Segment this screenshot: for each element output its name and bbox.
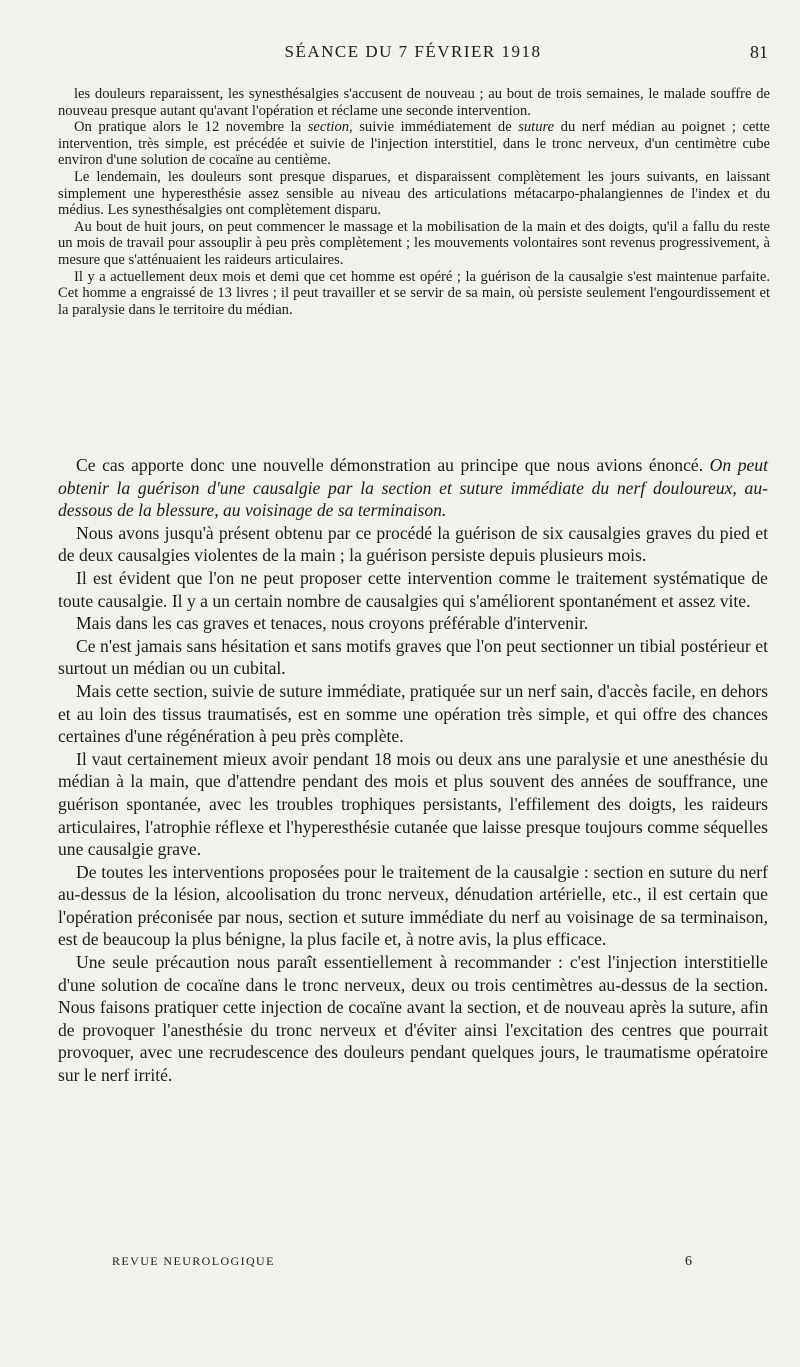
paragraph: On pratique alors le 12 novembre la section, suivie immédiatement de suture du nerf médian au poignet ; cette intervention, très simple, est précédée et suivie de l'injection interstitiel, dans le tronc nerveux, d'un centimètre cube environ d'une solution de cocaïne au centième.: [58, 119, 771, 169]
paragraph: Il vaut certainement mieux avoir pendant 18 mois ou deux ans une paralysie et une anesthésie du médian à la main, que d'attendre pendant des mois et plus souvent des années de souffrance, une guérison spontanée, avec les troubles trophiques persistants, l'effilement des doigts, les raideurs articulaires, l'atrophie réflexe et l'hyperesthésie cutanée que laisse presque toujours comme séquelles une causalgie grave.: [58, 748, 768, 860]
paragraph: Une seule précaution nous paraît essentiellement à recommander : c'est l'injection interstitielle d'une solution de cocaïne dans le tronc nerveux, deux ou trois centimètres au-dessus de la section. Nous faisons pratiquer cette injection de cocaïne avant la section, et de nouveau après la suture, afin de provoquer l'anesthésie du tronc nerveux et d'éviter ainsi l'excitation des centres que pourrait provoquer, avec une recrudescence des douleurs pendant quelques jours, le traumatisme opératoire sur le nerf irrité.: [58, 952, 768, 1086]
paragraph: Au bout de huit jours, on peut commencer le massage et la mobilisation de la main et des doigts, qu'il a fallu du reste un mois de travail pour assouplir à peu près complètement ; les mouvements volontaires sont revenus progressivement, à mesure que s'atténuaient les raideurs articulaires.: [58, 218, 770, 268]
discussion-section: [58, 454, 768, 1087]
emphasis: section: [307, 119, 350, 136]
paragraph: Nous avons jusqu'à présent obtenu par ce procédé la guérison de six causalgies graves du pied et de deux causalgies violentes de la main ; la guérison persiste depuis plusieurs mois.: [58, 522, 768, 566]
paragraph: Mais cette section, suivie de suture immédiate, pratiquée sur un nerf sain, d'accès facile, en dehors et au loin des tissus traumatisés, est en somme une opération très simple, et qui offre des chances certaines d'une régénération à peu près complète.: [58, 680, 768, 747]
paragraph: Le lendemain, les douleurs sont presque disparues, et disparaissent complètement les jours suivants, en laissant simplement une hyperesthésie assez sensible au niveau des articulations métacarpo-phalangiennes de l'index et du médius. Les synesthésalgies ont complètement disparu.: [58, 168, 770, 219]
paragraph: De toutes les interventions proposées pour le traitement de la causalgie : section en suture du nerf au-dessus de la lésion, alcoolisation du tronc nerveux, dénudation artérielle, etc., il est certain que l'opération préconisée par nous, section et suture immédiate du nerf au voisinage de sa terminaison, est de beaucoup la plus bénigne, la plus facile et, à notre avis, la plus efficace.: [58, 861, 768, 950]
paragraph: Il y a actuellement deux mois et demi que cet homme est opéré ; la guérison de la causalgie s'est maintenue parfaite. Cet homme a engraissé de 13 livres ; il peut travailler et se servir de sa main, où persiste seulement l'engourdissement et la paralysie dans le territoire du médian.: [58, 268, 770, 318]
paragraph: Mais dans les cas graves et tenaces, nous croyons préférable d'intervenir.: [76, 613, 589, 634]
page-number: 81: [750, 42, 768, 62]
paragraph: les douleurs reparaissent, les synesthésalgies s'accusent de nouveau ; au bout de trois semaines, le malade souffre de nouveau presque autant qu'avant l'opération et réclame une seconde intervention.: [58, 86, 770, 119]
running-title: SÉANCE DU 7 FÉVRIER 1918: [284, 42, 542, 61]
page-footer: [112, 1254, 692, 1274]
paragraph: Ce n'est jamais sans hésitation et sans motifs graves que l'on peut sectionner un tibial postérieur et surtout un médian ou un cubital.: [58, 635, 768, 679]
emphasis: suture: [518, 119, 555, 136]
signature-mark: 6: [685, 1254, 692, 1269]
italic-thesis: On peut obtenir la guérison d'une causalgie par la section et suture immédiate du nerf douloureux, au-dessous de la blessure, au voisinage de sa terminaison.: [58, 455, 768, 521]
paragraph: Ce cas apporte donc une nouvelle démonstration au principe que nous avions énoncé. On peut obtenir la guérison d'une causalgie par la section et suture immédiate du nerf douloureux, au-dessous de la blessure, au voisinage de sa terminaison.: [58, 455, 768, 521]
paragraph: Il est évident que l'on ne peut proposer cette intervention comme le traitement systématique de toute causalgie. Il y a un certain nombre de causalgies qui s'améliorent spontanément et assez vite.: [58, 567, 768, 611]
journal-name: REVUE NEUROLOGIQUE: [112, 1254, 275, 1268]
case-report-section: [58, 86, 770, 318]
running-header: [58, 42, 768, 68]
